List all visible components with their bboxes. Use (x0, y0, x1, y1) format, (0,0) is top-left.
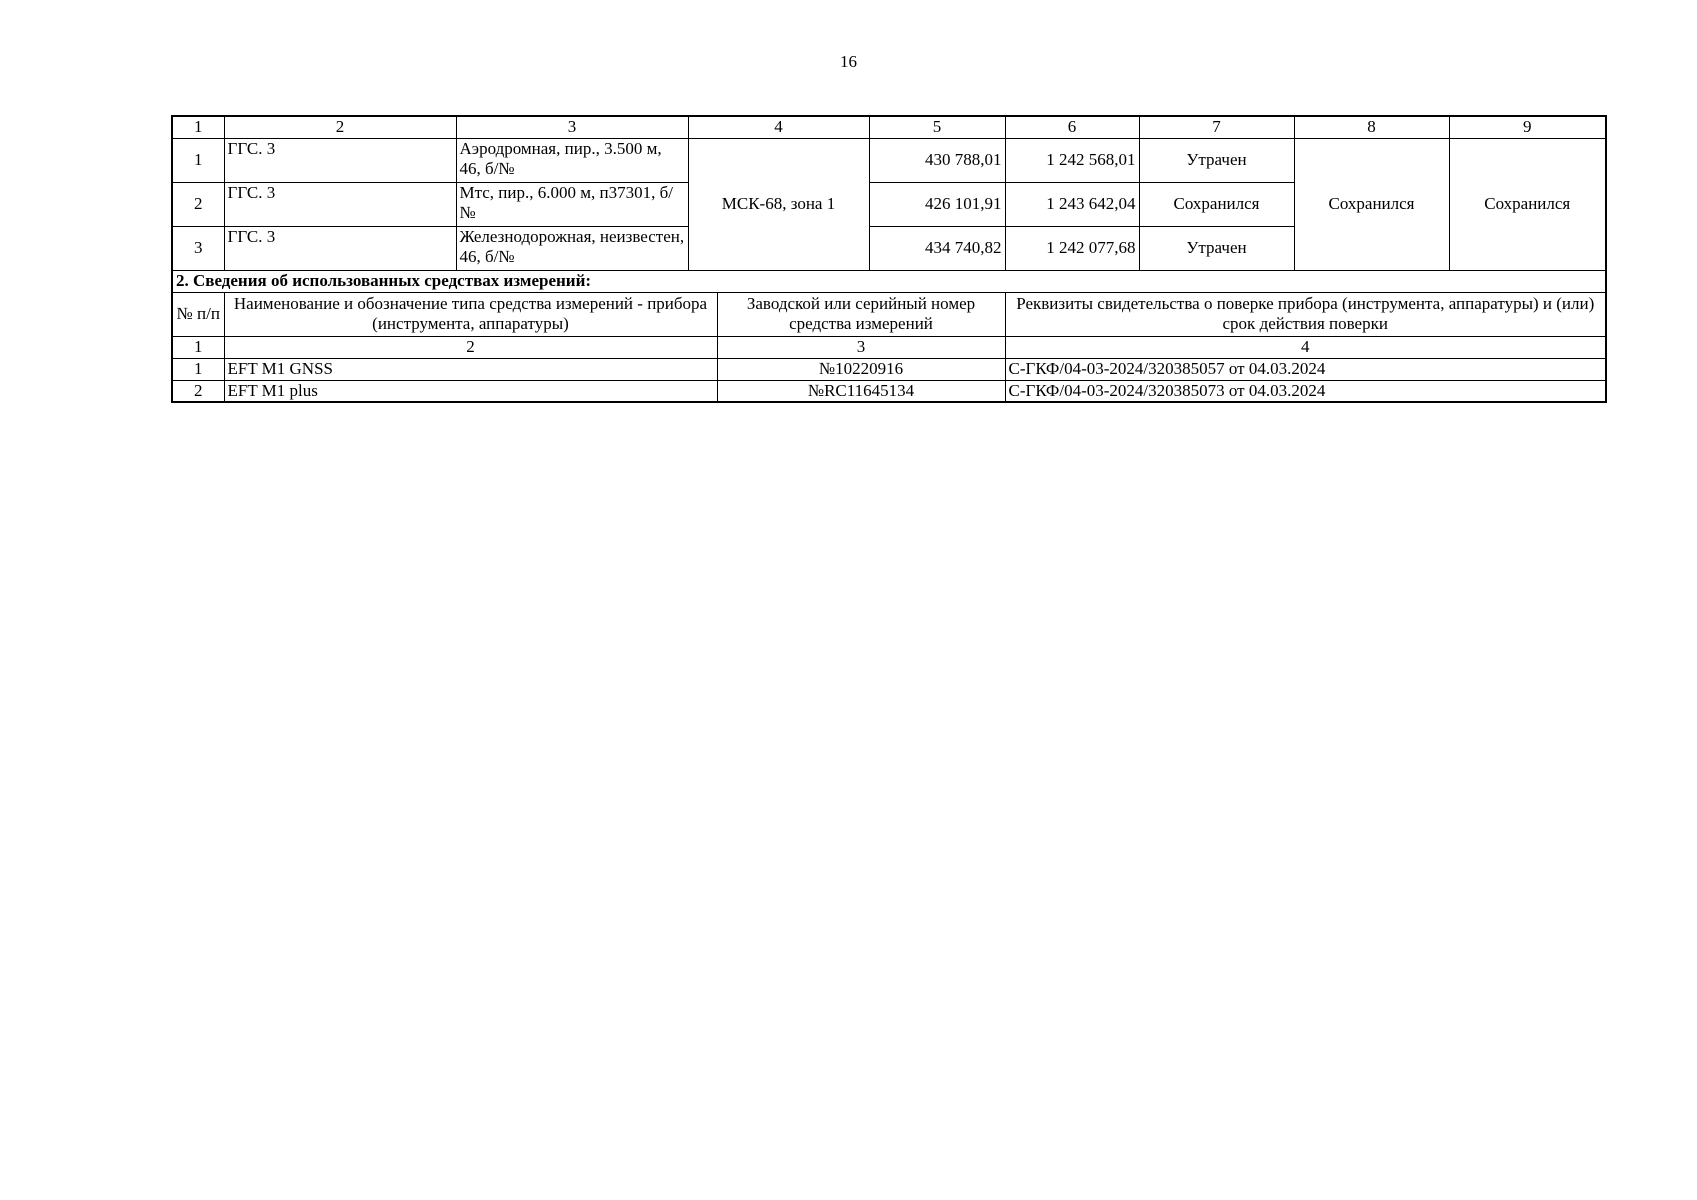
instrument-serial: №10220916 (717, 358, 1005, 380)
point-type: ГГС. 3 (224, 182, 456, 226)
header-num: № п/п (172, 292, 224, 336)
geodetic-points-table (171, 115, 1607, 403)
coord-system: МСК-68, зона 1 (688, 138, 869, 270)
col-number-1: 1 (172, 336, 224, 358)
point-number: 2 (172, 182, 224, 226)
point-status: Утрачен (1139, 226, 1294, 270)
col-number-8: 8 (1294, 116, 1449, 138)
page-number: 16 (840, 52, 857, 71)
col-number-6: 6 (1005, 116, 1139, 138)
point-number: 1 (172, 138, 224, 182)
point-status: Утрачен (1139, 138, 1294, 182)
section1-col-numbers-row (172, 116, 1606, 138)
col-number-4: 4 (1005, 336, 1606, 358)
col-number-3: 3 (717, 336, 1005, 358)
section2-col-numbers-row (172, 336, 1606, 358)
instrument-certificate: С-ГКФ/04-03-2024/320385073 от 04.03.2024 (1005, 380, 1606, 402)
header-instrument-name: Наименование и обозначение типа средства измерений - прибора (инструмента, аппаратуры) (224, 292, 717, 336)
col-number-9: 9 (1449, 116, 1606, 138)
point-status: Сохранился (1139, 182, 1294, 226)
col-number-4: 4 (688, 116, 869, 138)
col-number-5: 5 (869, 116, 1005, 138)
instrument-name: EFT M1 GNSS (224, 358, 717, 380)
coord-x: 426 101,91 (869, 182, 1005, 226)
table-row (172, 380, 1606, 402)
point-name: Железнодорожная, неизвестен, 46, б/№ (456, 226, 688, 270)
coord-x: 430 788,01 (869, 138, 1005, 182)
coord-y: 1 243 642,04 (1005, 182, 1139, 226)
point-number: 3 (172, 226, 224, 270)
instrument-name: EFT M1 plus (224, 380, 717, 402)
section2-title-row (172, 270, 1606, 292)
point-name: Мтс, пир., 6.000 м, п37301, б/№ (456, 182, 688, 226)
instrument-certificate: С-ГКФ/04-03-2024/320385057 от 04.03.2024 (1005, 358, 1606, 380)
header-certificate: Реквизиты свидетельства о поверке прибора (инструмента, аппаратуры) и (или) срок действия поверки (1005, 292, 1606, 336)
header-serial-number: Заводской или серийный номер средства измерений (717, 292, 1005, 336)
instrument-serial: №RC11645134 (717, 380, 1005, 402)
col8-status: Сохранился (1294, 138, 1449, 270)
col-number-2: 2 (224, 116, 456, 138)
col-number-2: 2 (224, 336, 717, 358)
col-number-1: 1 (172, 116, 224, 138)
instrument-number: 1 (172, 358, 224, 380)
point-name: Аэродромная, пир., 3.500 м, 46, б/№ (456, 138, 688, 182)
coord-x: 434 740,82 (869, 226, 1005, 270)
coord-y: 1 242 568,01 (1005, 138, 1139, 182)
col9-status: Сохранился (1449, 138, 1606, 270)
table-row (172, 358, 1606, 380)
col-number-7: 7 (1139, 116, 1294, 138)
coord-y: 1 242 077,68 (1005, 226, 1139, 270)
table-row (172, 138, 1606, 182)
point-type: ГГС. 3 (224, 138, 456, 182)
section2-header-row (172, 292, 1606, 336)
col-number-3: 3 (456, 116, 688, 138)
point-type: ГГС. 3 (224, 226, 456, 270)
instrument-number: 2 (172, 380, 224, 402)
section2-title: 2. Сведения об использованных средствах измерений: (172, 270, 1606, 292)
